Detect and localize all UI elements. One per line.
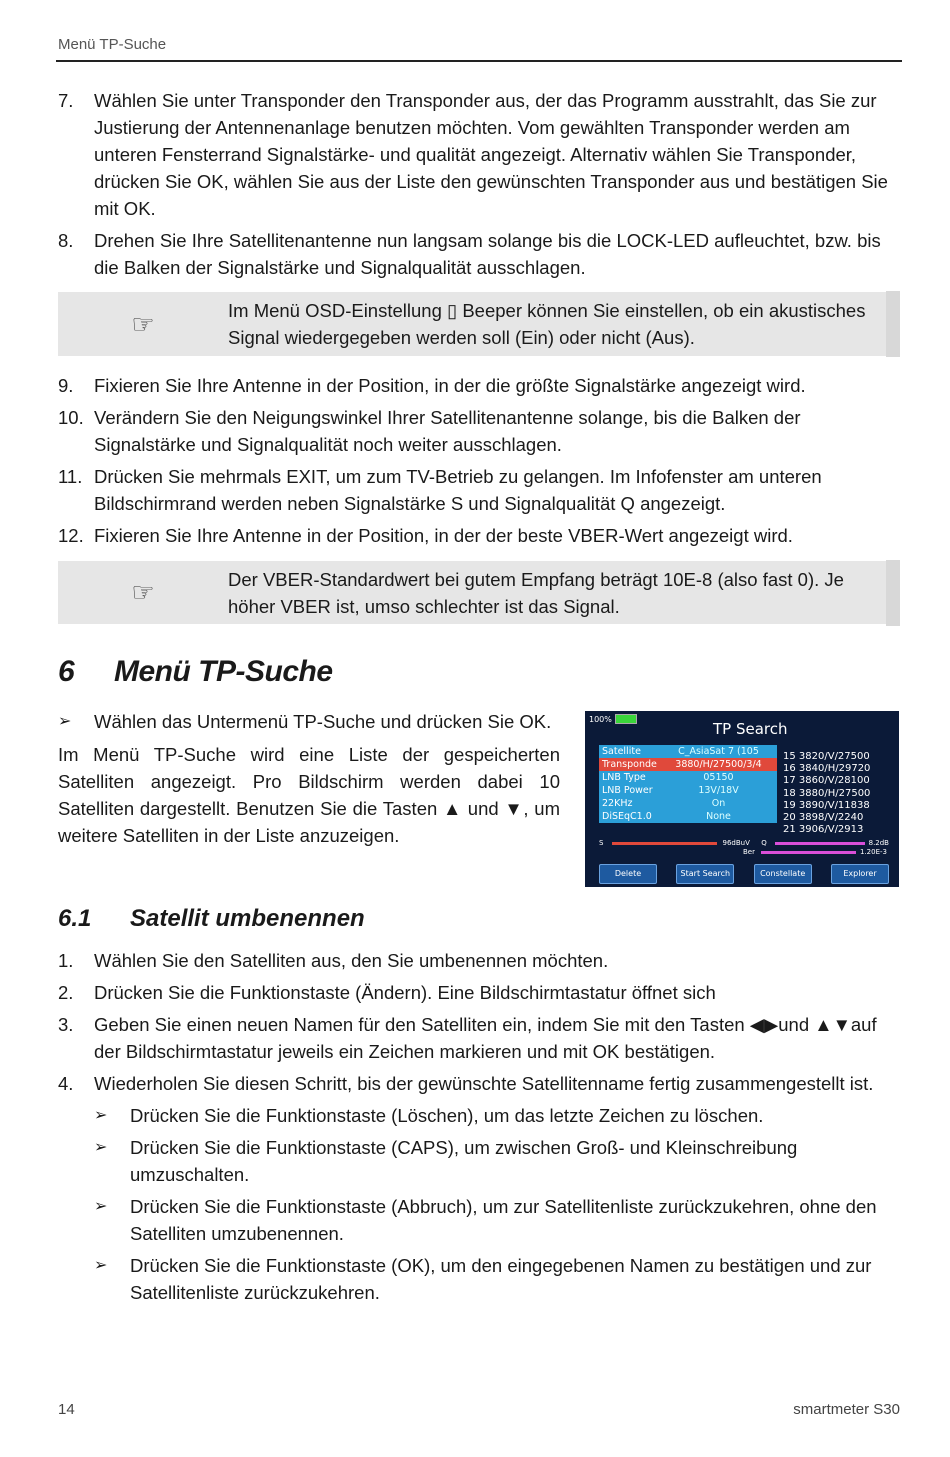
transponder-item: 21 3906/V/2913	[783, 824, 864, 836]
battery-indicator	[589, 714, 637, 724]
battery-level: 100%	[589, 714, 612, 724]
bullet-text: Drücken Sie die Funktionstaste (CAPS), um zwischen Groß- und Kleinschreibung umzuschalten.	[130, 1137, 798, 1185]
list-item	[58, 1070, 900, 1097]
list-item	[58, 947, 900, 974]
list-item	[58, 463, 900, 517]
step-number: 2.	[58, 982, 74, 1003]
product-name: smartmeter S30	[793, 1401, 900, 1418]
bar-fill	[612, 842, 716, 845]
note-text: Im Menü OSD-Einstellung ▯ Beeper können Sie einstellen, ob ein akustisches Signal wiedergegeben werden soll (Ein) oder nicht (Aus).	[228, 291, 900, 357]
transponder-item: 18 3880/H/27500	[783, 787, 871, 799]
battery-icon	[615, 714, 637, 724]
step-number: 8.	[58, 230, 74, 251]
explorer-button: Explorer	[831, 864, 889, 884]
pointing-hand-icon: ☞	[131, 308, 155, 339]
bar-value: 1.20E-3	[860, 848, 887, 856]
settings-row	[599, 797, 777, 810]
step-text: Wählen Sie unter Transponder den Transponder aus, der das Programm ausstrahlt, das Sie zur Justierung der Antennenanlage benutzen möchten. Vom gewählten Transponder werden am unteren Fensterrand Signalstärke- und qualität angezeigt. Alternativ wählen Sie Transponder, drücken Sie OK, wählen Sie aus der Liste den gewünschten Transponder aus und bestätigen Sie mit OK.	[94, 90, 888, 219]
subsection-title: Satellit umbenennen	[130, 905, 365, 932]
step-text: Drücken Sie die Funktionstaste (Ändern). Eine Bildschirmtastatur öffnet sich	[94, 982, 716, 1003]
transponder-item: 19 3890/V/11838	[783, 799, 870, 811]
step-number: 9.	[58, 375, 74, 396]
row-value: C_AsiaSat 7 (105	[660, 745, 777, 758]
section-title: Menü TP-Suche	[114, 655, 333, 688]
list-item	[58, 404, 900, 458]
row-value: 13V/18V	[660, 784, 777, 797]
step-number: 12.	[58, 525, 84, 546]
arrow-bullet-icon: ➢	[94, 1139, 108, 1156]
step-text: Wählen Sie den Satelliten aus, den Sie umbenennen möchten.	[94, 950, 609, 971]
bar-label: Ber	[743, 848, 755, 856]
start-search-button: Start Search	[676, 864, 734, 884]
section-number: 6	[58, 655, 75, 688]
bar-label: Q	[761, 839, 767, 847]
row-value: 3880/H/27500/3/4	[660, 758, 777, 771]
step-text: Geben Sie einen neuen Namen für den Satelliten ein, indem Sie mit den Tasten ◀▶und ▲▼auf der Bildschirmtastatur jeweils ein Zeichen markieren und mit OK bestätigen.	[94, 1014, 877, 1062]
step-number: 3.	[58, 1014, 74, 1035]
arrow-bullet-icon: ➢	[94, 1257, 108, 1274]
bar-value: 96dBuV	[722, 839, 750, 847]
step-number: 1.	[58, 950, 74, 971]
list-item	[94, 1252, 900, 1306]
list-item	[94, 1102, 900, 1129]
note-box	[58, 292, 900, 356]
arrow-bullet-icon: ➢	[58, 713, 72, 730]
bullet-text: Drücken Sie die Funktionstaste (OK), um den eingegebenen Namen zu bestätigen und zur Satellitenliste zurückzukehren.	[130, 1255, 872, 1303]
arrow-bullet-icon: ➢	[94, 1198, 108, 1215]
step-text: Verändern Sie den Neigungswinkel Ihrer Satellitenantenne solange, bis die Balken der Signalstärke und Signalqualität noch weiter ausschlagen.	[94, 407, 801, 455]
step-number: 4.	[58, 1073, 74, 1094]
list-item	[58, 87, 900, 222]
bar-fill	[761, 851, 856, 854]
row-value: On	[660, 797, 777, 810]
signal-bars	[599, 839, 889, 857]
bullet-text: Wählen das Untermenü TP-Suche und drücken Sie OK.	[94, 711, 552, 732]
settings-row	[599, 745, 777, 758]
list-item	[58, 708, 560, 735]
row-value: 05150	[660, 771, 777, 784]
list-item	[58, 979, 900, 1006]
row-key: LNB Power	[599, 784, 660, 797]
list-item	[58, 1011, 900, 1065]
steps-7-8	[58, 87, 900, 286]
list-item	[58, 522, 900, 549]
transponder-item: 17 3860/V/28100	[783, 775, 870, 787]
settings-row-selected	[599, 758, 777, 771]
transponder-item: 20 3898/V/2240	[783, 812, 864, 824]
step-text: Fixieren Sie Ihre Antenne in der Position, in der die größte Signalstärke angezeigt wird.	[94, 375, 806, 396]
arrow-bullet-icon: ➢	[94, 1107, 108, 1124]
step-text: Wiederholen Sie diesen Schritt, bis der gewünschte Satellitenname fertig zusammengestellt ist.	[94, 1073, 874, 1094]
tp-search-screenshot	[585, 711, 899, 887]
section-heading	[58, 655, 333, 689]
settings-row	[599, 771, 777, 784]
ber-bar	[599, 848, 889, 856]
settings-row	[599, 810, 777, 823]
constellate-button: Constellate	[754, 864, 812, 884]
list-item	[94, 1134, 900, 1188]
running-header: Menü TP-Suche	[58, 36, 167, 53]
subsection-number: 6.1	[58, 905, 92, 932]
delete-button: Delete	[599, 864, 657, 884]
subsection-heading	[58, 905, 365, 933]
screen-title: TP Search	[713, 720, 788, 738]
step-text: Fixieren Sie Ihre Antenne in der Position, in der der beste VBER-Wert angezeigt wird.	[94, 525, 793, 546]
settings-row	[599, 784, 777, 797]
header-rule	[56, 60, 902, 62]
sub-bullets	[94, 1102, 900, 1306]
bar-label: S	[599, 839, 604, 847]
section-6-body	[58, 708, 560, 849]
row-value: None	[660, 810, 777, 823]
bullet-text: Drücken Sie die Funktionstaste (Abbruch), um zur Satellitenliste zurückzukehren, ohne den Satelliten umzubenennen.	[130, 1196, 877, 1244]
step-number: 10.	[58, 407, 84, 428]
transponder-list	[783, 751, 870, 836]
steps-9-12	[58, 372, 900, 554]
bullet-text: Drücken Sie die Funktionstaste (Löschen), um das letzte Zeichen zu löschen.	[130, 1105, 764, 1126]
function-buttons	[599, 864, 889, 884]
bar-fill	[775, 842, 865, 845]
step-number: 11.	[58, 466, 83, 487]
list-item	[94, 1193, 900, 1247]
signal-strength-bar	[599, 839, 889, 847]
row-key: 22KHz	[599, 797, 660, 810]
pointing-hand-icon: ☞	[131, 577, 155, 607]
list-item	[58, 372, 900, 399]
step-text: Drücken Sie mehrmals EXIT, um zum TV-Betrieb zu gelangen. Im Infofenster am unteren Bildschirmrand werden neben Signalstärke S und Signalqualität Q angezeigt.	[94, 466, 822, 514]
row-key: DiSEqC1.0	[599, 810, 660, 823]
transponder-item: 16 3840/H/29720	[783, 763, 871, 775]
row-key: Satellite	[599, 745, 660, 758]
page-number: 14	[58, 1401, 75, 1418]
steps-1-4	[58, 947, 900, 1306]
note-box	[58, 561, 900, 624]
paragraph: Im Menü TP-Suche wird eine Liste der gespeicherten Satelliten angezeigt. Pro Bildschirm werden dabei 10 Satelliten dargestellt. Benutzen Sie die Tasten ▲ und ▼, um weitere Satelliten in der Liste anzuzeigen.	[58, 744, 560, 846]
settings-panel	[599, 745, 777, 823]
note-text: Der VBER-Standardwert bei gutem Empfang beträgt 10E-8 (also fast 0). Je höher VBER ist, umso schlechter ist das Signal.	[228, 560, 900, 626]
row-key: Transponde	[599, 758, 660, 771]
step-number: 7.	[58, 90, 74, 111]
list-item	[58, 227, 900, 281]
bar-value: 8.2dB	[868, 839, 889, 847]
row-key: LNB Type	[599, 771, 660, 784]
step-text: Drehen Sie Ihre Satellitenantenne nun langsam solange bis die LOCK-LED aufleuchtet, bzw. bis die Balken der Signalstärke und Signalqualität ausschlagen.	[94, 230, 881, 278]
transponder-item: 15 3820/V/27500	[783, 751, 870, 762]
